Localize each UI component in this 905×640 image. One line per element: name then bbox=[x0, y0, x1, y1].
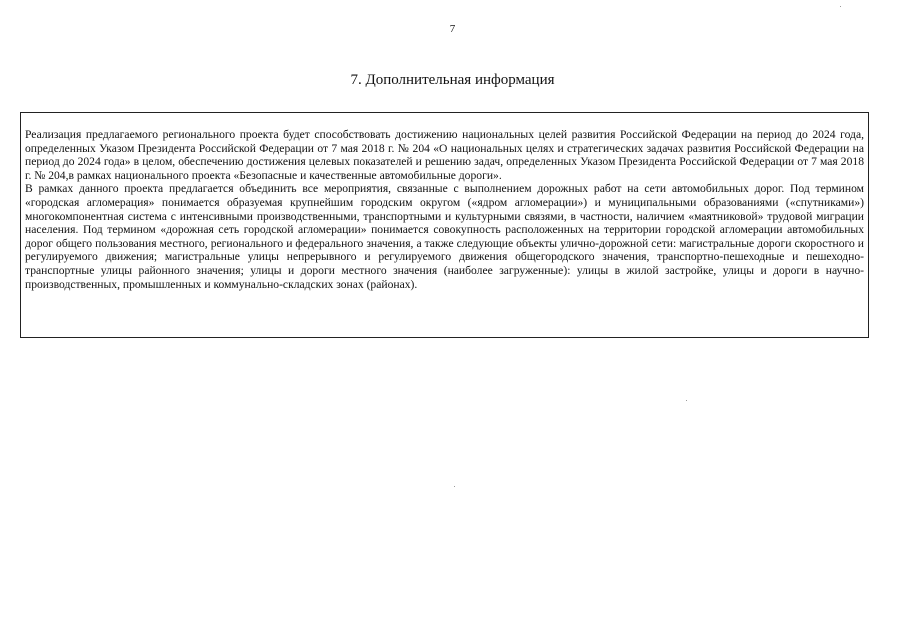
scan-speck bbox=[840, 6, 841, 7]
additional-info-box bbox=[20, 112, 869, 338]
scan-speck bbox=[686, 400, 687, 401]
section-title: 7. Дополнительная информация bbox=[350, 72, 555, 88]
paragraph-agglomeration-definition: В рамках данного проекта предлагается объединить все мероприятия, связанные с выполнением дорожных работ на сети автомобильных дорог. Под термином «городская агломерация» понимается образуемая крупнейшим городским округом («ядром агломерации») и муниципальными образованиями («спутниками») многокомпонентная система с интенсивными производственными, транспортными и культурными связями, в частности, наличием «маятниковой» трудовой миграции населения. Под термином «дорожная сеть городской агломерации» понимается совокупность расположенных на территории городской агломерации автомобильных дорог общего пользования местного, регионального и федерального значения, а также следующие объекты улично-дорожной сети: магистральные дороги скоростного и регулируемого движения; магистральные улицы непрерывного и регулируемого движения общегородского значения, транспортно-пешеходные и пешеходно-транспортные улицы районного значения; улицы и дороги местного значения (наиболее загруженные): улицы в жилой застройке, улицы и дороги в научно-производственных, промышленных и коммунально-складских зонах (районах). bbox=[25, 182, 864, 291]
additional-info-text bbox=[25, 128, 864, 291]
scan-speck bbox=[454, 486, 455, 487]
page-number: 7 bbox=[449, 23, 456, 35]
paragraph-national-goals: Реализация предлагаемого регионального проекта будет способствовать достижению национальных целей развития Российской Федерации на период до 2024 года, определенных Указом Президента Российской Федерации от 7 мая 2018 г. № 204 «О национальных целях и стратегических задачах развития Российской Федерации на период до 2024 года» в целом, обеспечению достижения целевых показателей и решению задач, определенных Указом Президента Российской Федерации от 7 мая 2018 г. № 204,в рамках национального проекта «Безопасные и качественные автомобильные дороги». bbox=[25, 128, 864, 182]
